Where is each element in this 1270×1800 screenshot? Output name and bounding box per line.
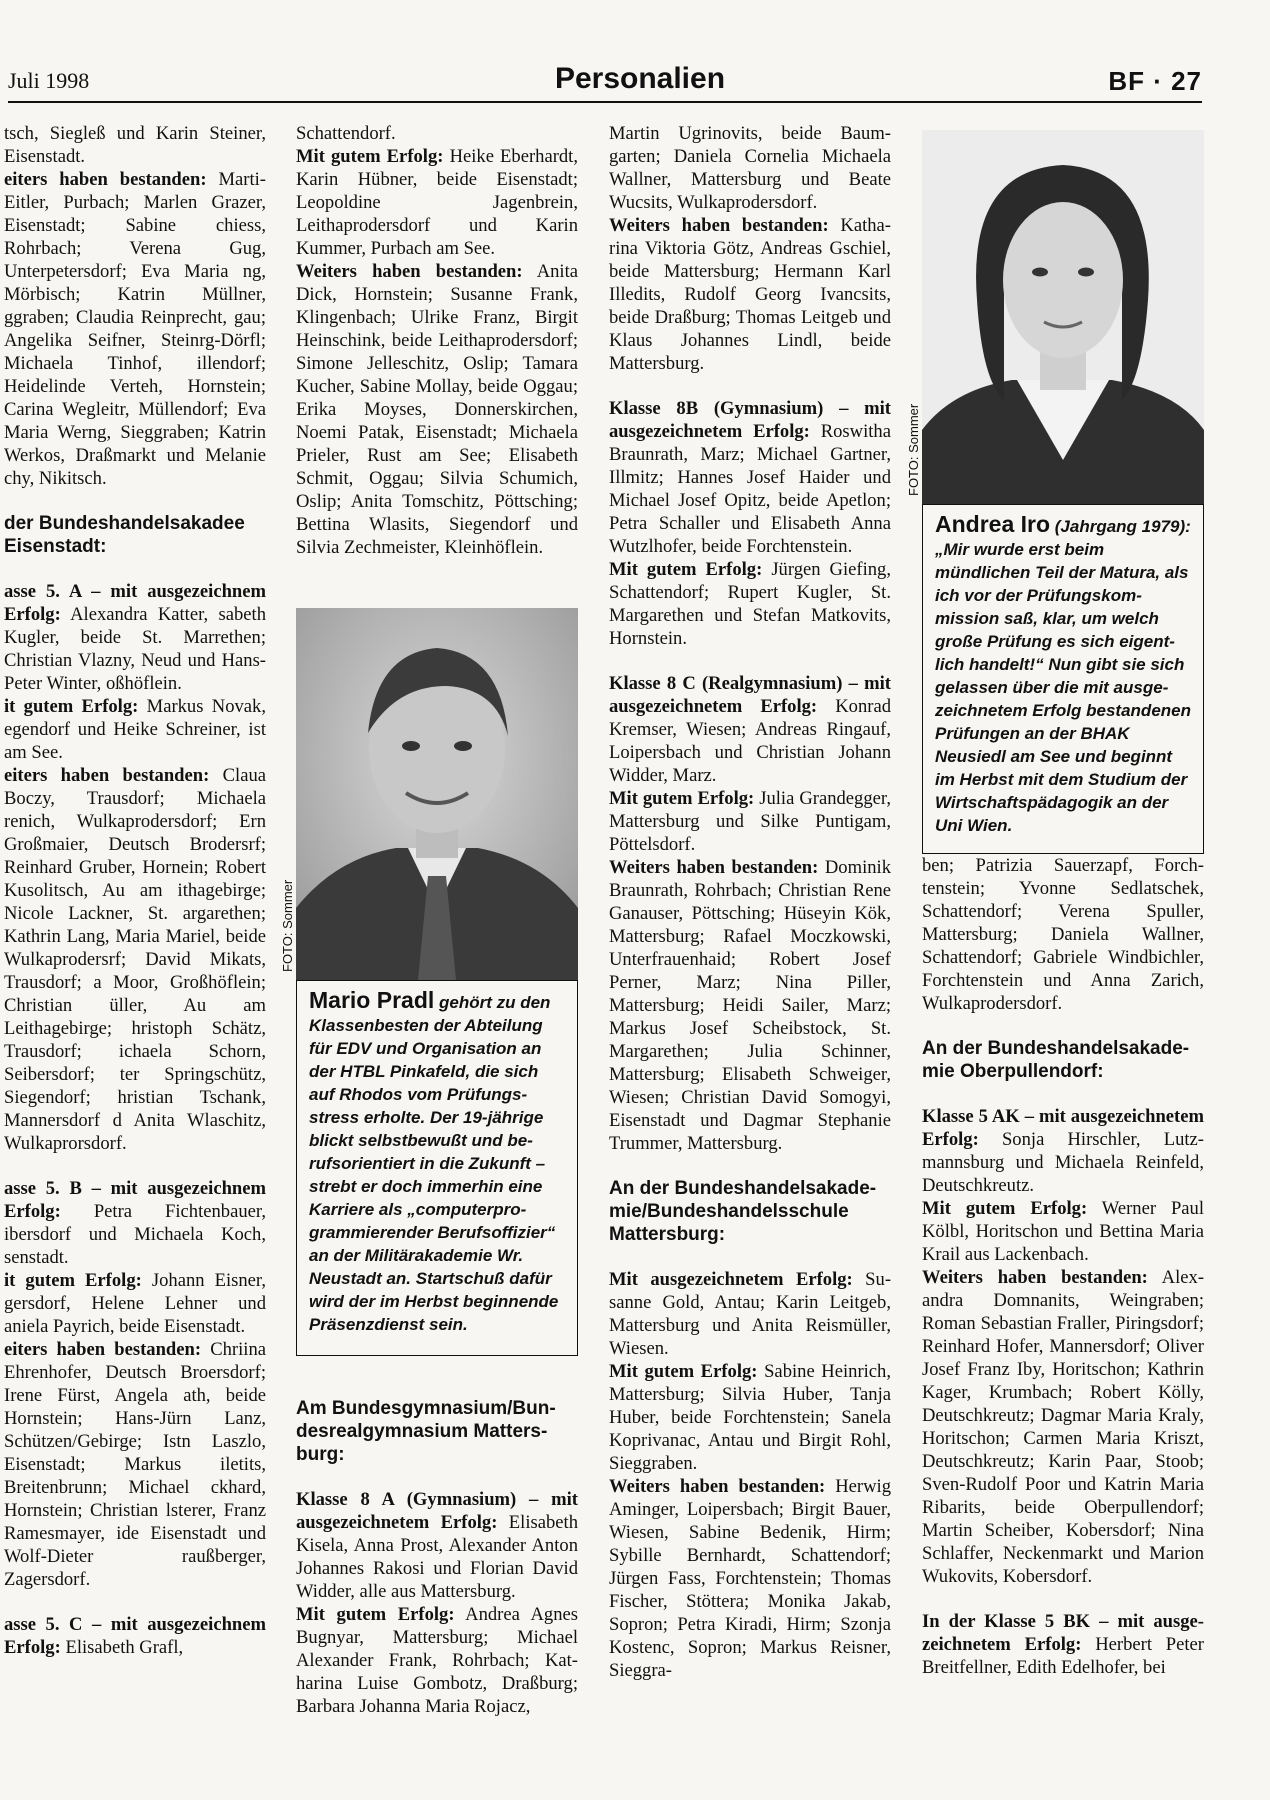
paragraph: [922, 1610, 1204, 1679]
paragraph: [296, 1603, 578, 1718]
paragraph: [296, 260, 578, 559]
paragraph-text: Sonja Hirschler, Lutzmannsburg und Michaela Reinfeld, Deutschkreutz.: [922, 1129, 1204, 1196]
issue-date: Juli 1998: [8, 68, 90, 93]
paragraph-lead: asse 5. C – mit ausgezeichnem Erfolg:: [4, 1614, 266, 1658]
header-rule: [8, 101, 1202, 103]
photo-andrea-iro: [922, 130, 1204, 504]
paragraph-lead: eiters haben bestanden:: [4, 169, 207, 190]
paragraph: [609, 1360, 891, 1475]
paragraph-text: Elisabeth Grafl,: [65, 1637, 184, 1658]
paragraph-text: Anita Dick, Hornstein; Susanne Frank, Klingenbach; Ulrike Franz, Birgit Heinschink, beide Leithaprodersdorf; Simone Jelleschitz, Oslip; Tamara Kucher, Sabine Mollay, beide Oggau; Erika Moyses, Donnerskirchen, Noemi Patak, Eisenstadt; Michaela Prieler, Rust am See; Elisabeth Schmit, Oggau; Silvia Schumich, Oslip; Anita Tomschitz, Pöttsching; Bettina Wlasits, Siegendorf und Silvia Zechmeister, Kleinhöflein.: [296, 261, 579, 558]
column-2-lower: [296, 1397, 578, 1718]
paragraph: [609, 214, 891, 375]
paragraph: [296, 145, 578, 260]
paragraph-gap: [609, 1246, 891, 1268]
paragraph: [609, 122, 891, 214]
paragraph-lead: Klasse 8 C (Realgymnasium) – mit ausgezeichnetem Erfolg:: [609, 673, 891, 717]
paragraph-lead: Weiters haben bestanden:: [609, 215, 829, 236]
paragraph: [609, 672, 891, 787]
paragraph-lead: it gutem Erfolg:: [4, 696, 139, 717]
paragraph-gap: [4, 1591, 266, 1613]
paragraph-lead: Mit gutem Erfolg:: [296, 1604, 455, 1625]
section-title: Personalien: [554, 62, 726, 95]
caption-text: (Jahrgang 1979): „Mir wurde erst beim mündlichen Teil der Matura, als ich vor der Prüfungskommission saß, klar, um welch große Prüfung es sich eigentlich handelt!“ Nun gibt sie sich gelassen über die mit ausgezeichnetem Erfolg bestandenen Prüfungen an der BHAK Neusiedl am See und beginnt im Herbst mit dem Studium der Wirtschaftspädagogik an der Uni Wien.: [935, 517, 1191, 835]
photo-credit-1: FOTO: Sommer: [280, 879, 295, 972]
paragraph-text: Katharina Viktoria Götz, Andreas Gschiel, beide Mattersburg; Hermann Karl Illedits, Rudolf Georg Ivancsits, beide Draßburg; Thomas Leitgeb und Klaus Johannes Lindl, beide Mattersburg.: [609, 215, 891, 374]
photo-mario-pradl: [296, 608, 578, 980]
paragraph: [4, 1338, 266, 1591]
column-4: [922, 854, 1204, 1679]
paragraph: [609, 1268, 891, 1360]
caption-text: gehört zu den Klassenbesten der Abteilung für EDV und Organisation an der HTBL Pinkafeld, die sich auf Rhodos vom Prüfungsstress erholte. Der 19-jährige blickt selbstbewußt und berufsorientiert in die Zukunft – strebt er doch immerhin eine Karriere als „computerprogrammierender Berufsoffizier“ an der Militärakademie Wr. Neustadt an. Startschuß dafür wird der im Herbst beginnende Präsenzdienst sein.: [309, 993, 559, 1334]
paragraph-gap: [4, 1155, 266, 1177]
paragraph-lead: Weiters haben bestanden:: [609, 857, 819, 878]
paragraph-text: Marti Eitler, Purbach; Marlen Grazer, Eisenstadt; Sabine chiess, Rohrbach; Verena Gug, Unterpetersdorf; Eva Maria ng, Mörbisch; Katrin Müllner, ggraben; Claudia Reinprecht, gau; Angelika Seifner, Steinrg-Dörfl; Michaela Tinhof, illendorf; Heidelinde Verteh, Hornstein; Carina Wegleitr, Müllendorf; Eva Maria Werng, Sieggraben; Katrin Werkos, Draßmarkt und Melanie chy, Nikitsch.: [4, 169, 266, 489]
paragraph-text: tsch, Siegleß und Karin Steiner, Eisenstadt.: [4, 123, 266, 167]
paragraph: [609, 856, 891, 1155]
paragraph-text: Herbert Peter Breitfellner, Edith Edelhofer, bei: [922, 1634, 1204, 1678]
paragraph-lead: eiters haben bestanden:: [4, 765, 210, 786]
paragraph-gap: [922, 1015, 1204, 1037]
paragraph-text: Andrea Agnes Bugnyar, Mattersburg; Michael Alexander Frank, Rohrbach; Katharina Luise Gombotz, Draßburg; Barbara Johanna Maria Rojacz,: [296, 1604, 578, 1717]
paragraph: [4, 580, 266, 695]
paragraph-text: Petra Fichtenbauer, ibersdorf und Michaela Koch, senstadt.: [4, 1201, 266, 1268]
paragraph-lead: In der Klasse 5 BK – mit ausgezeichnetem Erfolg:: [922, 1611, 1204, 1655]
paragraph-text: Dominik Braunrath, Rohrbach; Christian Rene Ganauser, Pöttsching; Hüseyin Kök, Mattersburg; Rafael Moczkowski, Unterfrauenhaid; Robert Josef Perner, Marz; Nina Piller, Mattersburg; Heidi Sailer, Marz; Markus Josef Scheibstock, St. Margarethen; Julia Schinner, Mattersburg; Elisabeth Schweiger, Wiesen; Christian David Somogyi, Eisenstadt und Dagmar Stephanie Trummer, Mattersburg.: [609, 857, 891, 1154]
paragraph-lead: Weiters haben bestanden:: [922, 1267, 1148, 1288]
paragraph-lead: Mit gutem Erfolg:: [609, 559, 763, 580]
column-1: [4, 122, 266, 1659]
subheading: der Bundeshandelsakadee Eisenstadt:: [4, 513, 245, 557]
paragraph-lead: Mit gutem Erfolg:: [296, 146, 444, 167]
paragraph-text: ben; Patrizia Sauerzapf, Forchtenstein; Yvonne Sedlatschek, Schattendorf; Verena Spuller, Mattersburg; Daniela Wallner, Schattendorf; Gabriele Windbichler, Forchtenstein und Anna Zarich, Wulkaprodersdorf.: [922, 855, 1204, 1014]
caption-name: Mario Pradl: [309, 987, 435, 1013]
paragraph-gap: [609, 650, 891, 672]
paragraph-gap: [922, 1588, 1204, 1610]
paragraph: [922, 854, 1204, 1015]
paragraph-text: Martin Ugrinovits, beide Baumgarten; Daniela Cornelia Michaela Wallner, Mattersburg und Beate Wucsits, Wulkaprodersdorf.: [609, 123, 891, 213]
paragraph: [4, 764, 266, 1155]
page-number: BF · 27: [1108, 66, 1202, 96]
paragraph-lead: Klasse 8B (Gymnasium) – mit ausgezeichnetem Erfolg:: [609, 398, 891, 442]
paragraph-text: Julia Grandegger, Mattersburg und Silke Puntigam, Pöttelsdorf.: [609, 788, 891, 855]
paragraph-lead: Mit gutem Erfolg:: [609, 1361, 758, 1382]
paragraph: [4, 1613, 266, 1659]
paragraph-lead: Mit gutem Erfolg:: [609, 788, 755, 809]
column-3: [609, 122, 891, 1682]
paragraph-lead: Weiters haben bestanden:: [296, 261, 523, 282]
paragraph-text: Johann Eisner, gersdorf, Helene Lehner und aniela Payrich, beide Eisenstadt.: [4, 1270, 266, 1337]
paragraph: [296, 122, 578, 145]
paragraph: [922, 1266, 1204, 1588]
paragraph-gap: [609, 1155, 891, 1177]
paragraph-text: Claua Boczy, Trausdorf; Michaela renich, Wulkaprodersdorf; Ern Großmaier, Deutsch Brodersrf; Reinhard Gruber, Hornein; Robert Kusolitsch, Au am ithagebirge; Nicole Lackner, St. argarethen; Kathrin Lang, Maria Mariel, beide Wulkaprodersrf; David Mikats, Trausdorf; a Moor, Großhöflein; Christian üller, Au am Leithagebirge; hristoph Schätz, Trausdorf; ichaela Schorn, Seibersdorf; ter Springschütz, Siegendorf; hristian Tschank, Mannersdorf d Anita Wlaschitz, Wulkaprorsdorf.: [4, 765, 266, 1154]
paragraph-gap: [4, 490, 266, 512]
paragraph: [4, 1177, 266, 1269]
paragraph: [609, 397, 891, 558]
subheading: An der Bundeshandelsakademie/Bundeshandelsschule Mattersburg:: [609, 1178, 877, 1245]
paragraph: [609, 1475, 891, 1682]
paragraph-gap: [296, 1466, 578, 1488]
paragraph-text: Chriina Ehrenhofer, Deutsch Broersdorf; Irene Fürst, Angela ath, beide Hornstein; Hans-Jürn Lanz, Schützen/Gebirge; Istn Laszlo, Eisenstadt; Markus iletits, Breitenbrunn; Michael ckhard, Hornstein; Christian lsterer, Franz Ramesmayer, ide Eisenstadt und Wolf-Dieter raußberger, Zagersdorf.: [4, 1339, 266, 1590]
paragraph-text: Herwig Aminger, Loipersbach; Birgit Bauer, Wiesen, Sabine Bedenik, Hirm; Sybille Bernhardt, Schattendorf; Jürgen Fass, Forchtenstein; Thomas Fischer, Stöttera; Monika Jakab, Sopron; Petra Kiradi, Hirm; Szonja Kostenc, Sopron; Markus Reisner, Sieggra-: [609, 1476, 891, 1681]
paragraph: [4, 695, 266, 764]
paragraph: [4, 122, 266, 168]
paragraph-text: Alexandra Katter, sabeth Kugler, beide St. Marrethen; Christian Vlazny, Neud und Hans-Peter Winter, oßhöflein.: [4, 604, 266, 694]
column-2: [296, 122, 578, 559]
paragraph-text: Alexandra Domnanits, Weingraben; Roman Sebastian Fraller, Piringsdorf; Reinhard Hofer, Mannersdorf; Oliver Josef Franz Iby, Horitschon; Kathrin Kager, Krumbach; Robert Kölly, Deutschkreutz; Dagmar Maria Kraly, Horitschon; Carmen Maria Kriszt, Deutschkreutz; Karin Paar, Stoob; Sven-Rudolf Poor und Katrin Maria Ribarits, beide Oberpullendorf; Martin Scheiber, Kobersdorf; Nina Schlaffer, Neckenmarkt und Marion Wukovits, Kobersdorf.: [922, 1267, 1205, 1587]
paragraph-lead: asse 5. B – mit ausgezeichnem Erfolg:: [4, 1178, 266, 1222]
paragraph-lead: asse 5. A – mit ausgezeichnem Erfolg:: [4, 581, 266, 625]
paragraph-text: Heike Eberhardt, Karin Hübner, beide Eisenstadt; Leopoldine Jagenbrein, Leithaprodersdorf und Karin Kummer, Purbach am See.: [296, 146, 579, 259]
paragraph: [609, 787, 891, 856]
caption-andrea-iro: [922, 504, 1204, 854]
paragraph-lead: Klasse 8 A (Gymnasium) – mit ausgezeichnetem Erfolg:: [296, 1489, 578, 1533]
paragraph-lead: it gutem Erfolg:: [4, 1270, 142, 1291]
paragraph-lead: Mit gutem Erfolg:: [922, 1198, 1088, 1219]
paragraph-gap: [4, 558, 266, 580]
paragraph-text: Roswitha Braunrath, Marz; Michael Gartner, Illmitz; Hannes Josef Haider und Michael Josef Opitz, beide Apetlon; Petra Schaller und Elisabeth Anna Wutzlhofer, beide Forchtenstein.: [609, 421, 891, 557]
subheading: Am Bundesgymnasium/Bundesrealgymnasium Mattersburg:: [296, 1398, 556, 1465]
paragraph-text: Konrad Kremser, Wiesen; Andreas Ringauf, Loipersbach und Christian Johann Widder, Marz.: [609, 696, 891, 786]
photo-credit-2: FOTO: Sommer: [906, 403, 921, 496]
paragraph: [4, 168, 266, 490]
paragraph: [922, 1197, 1204, 1266]
paragraph-lead: Weiters haben bestanden:: [609, 1476, 826, 1497]
paragraph-lead: eiters haben bestanden:: [4, 1339, 202, 1360]
paragraph-text: Sabine Heinrich, Mattersburg; Silvia Huber, Tanja Huber, beide Forchtenstein; Sanela Koprivanac, Antau und Birgit Rohl, Sieggraben.: [609, 1361, 891, 1474]
paragraph-text: Susanne Gold, Antau; Karin Leitgeb, Mattersburg und Anita Reismüller, Wiesen.: [609, 1269, 892, 1359]
paragraph-text: Werner Paul Kölbl, Horitschon und Bettina Maria Krail aus Lackenbach.: [922, 1198, 1205, 1265]
paragraph-text: Schattendorf.: [296, 123, 396, 144]
paragraph-lead: Klasse 5 AK – mit ausgezeichnetem Erfolg:: [922, 1106, 1204, 1150]
paragraph-gap: [922, 1083, 1204, 1105]
paragraph-text: Elisabeth Kisela, Anna Prost, Alexander Anton Johannes Rakosi und Florian David Widder, alle aus Mattersburg.: [296, 1512, 578, 1602]
paragraph-gap: [609, 375, 891, 397]
caption-name: Andrea Iro: [935, 511, 1051, 537]
subheading: An der Bundeshandelsakademie Oberpullendorf:: [922, 1038, 1190, 1082]
paragraph: [922, 1105, 1204, 1197]
paragraph-text: Markus Novak, egendorf und Heike Schreiner, ist am See.: [4, 696, 266, 763]
paragraph: [4, 1269, 266, 1338]
paragraph: [609, 558, 891, 650]
paragraph: [296, 1488, 578, 1603]
paragraph-lead: Mit ausgezeichnetem Erfolg:: [609, 1269, 853, 1290]
paragraph-text: Jürgen Giefing, Schattendorf; Rupert Kugler, St. Margarethen und Stefan Matkovits, Hornstein.: [609, 559, 891, 649]
caption-mario-pradl: [296, 980, 578, 1356]
